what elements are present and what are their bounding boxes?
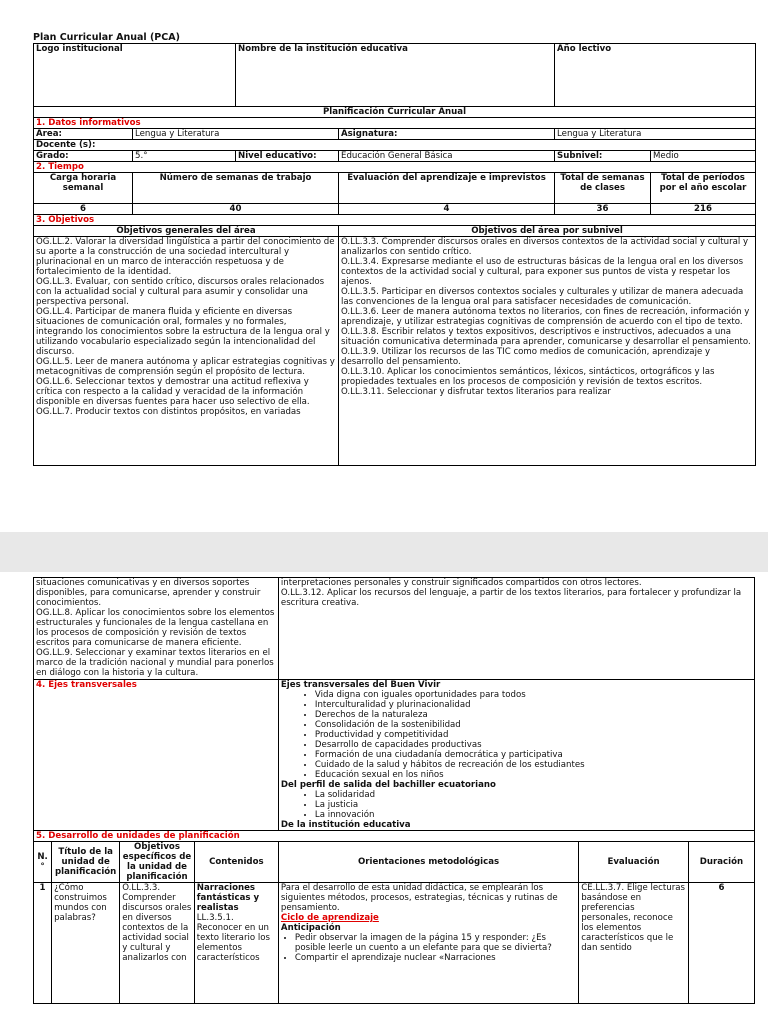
pca-table-continued: [33, 577, 755, 1004]
list-item: • Derechos de la naturaleza: [315, 710, 752, 720]
header-n: N. °: [34, 842, 52, 883]
objetivos-area-text-continued: situaciones comunicativas y en diversos soportes disponibles, para comunicarse, aprender y construir conocimientos. OG.LL.8. Aplicar los conocimientos sobre los elementos estructurales y funcionales de la lengua castellana en los procesos de composición y revisión de textos escritos para comunicarse de manera eficiente. OG.LL.9. Seleccionar y examinar textos literarios en el marco de la tradición nacional y mundial para ponerlos en diálogo con la historia y la cultura.: [34, 578, 279, 680]
asignatura-label: Asignatura:: [339, 129, 555, 140]
section-datos: 1. Datos informativos: [34, 118, 756, 129]
grado-row: [34, 151, 756, 162]
tiempo-header-row: [34, 173, 756, 204]
row1-orientaciones: [278, 883, 578, 1004]
list-item: • Compartir el aprendizaje nuclear «Narraciones: [295, 953, 576, 963]
section-objetivos: 3. Objetivos: [34, 215, 756, 226]
header-row: [34, 44, 756, 107]
list-item: • Consolidación de la sostenibilidad: [315, 720, 752, 730]
tiempo-h1: Carga horaria semanal: [34, 173, 133, 204]
document-title: Plan Curricular Anual (PCA): [33, 32, 180, 43]
subnivel-value: Medio: [651, 151, 756, 162]
pca-table: [33, 43, 756, 466]
document-page-2: [0, 572, 768, 1024]
perfil-title: Del perfil de salida del bachiller ecuatoriano: [280, 780, 496, 790]
row1-objetivos: O.LL.3.3. Comprender discursos orales en diversos contextos de la actividad social y cultural y analizarlos con: [120, 883, 195, 1004]
header-evaluacion: Evaluación: [579, 842, 689, 883]
objetivos-subnivel-text-continued: interpretaciones personales y construir significados compartidos con otros lectores. O.LL.3.12. Aplicar los recursos del lenguaje, a partir de los textos literarios, para fortalecer y profundizar la escritura creativa.: [278, 578, 754, 680]
area-label: Área:: [34, 129, 133, 140]
list-item: • Vida digna con iguales oportunidades para todos: [315, 690, 752, 700]
docente-label: Docente (s):: [34, 140, 756, 151]
tiempo-values-row: [34, 204, 756, 215]
list-item: • La innovación: [315, 810, 752, 820]
year-cell: Año lectivo: [555, 44, 756, 107]
asignatura-value: Lengua y Literatura: [555, 129, 756, 140]
section-ejes: 4. Ejes transversales: [34, 680, 279, 831]
list-item: • Pedir observar la imagen de la página 15 y responder: ¿Es posible leerle un cuento a un elefante para que se divierta?: [295, 933, 576, 953]
tiempo-v5: 216: [651, 204, 756, 215]
section-tiempo: 2. Tiempo: [34, 162, 756, 173]
row1-contenidos: [194, 883, 278, 1004]
objetivos-continued-row: [34, 578, 755, 680]
objetivos-subnivel-header: Objetivos del área por subnivel: [339, 226, 756, 237]
institution-cell: Nombre de la institución educativa: [236, 44, 555, 107]
subnivel-label: Subnivel:: [555, 151, 651, 162]
nivel-value: Educación General Básica: [339, 151, 555, 162]
header-duracion: Duración: [688, 842, 754, 883]
tiempo-v3: 4: [339, 204, 555, 215]
header-orientaciones: Orientaciones metodológicas: [278, 842, 578, 883]
row1-duracion: 6: [688, 883, 754, 1004]
perfil-list: [281, 790, 752, 820]
header-objetivos: Objetivos específicos de la unidad de planificación: [120, 842, 195, 883]
tiempo-h4: Total de semanas de clases: [555, 173, 651, 204]
row1-evaluacion: CE.LL.3.7. Elige lecturas basándose en preferencias personales, reconoce los elementos característicos que le dan sentido: [579, 883, 689, 1004]
area-value: Lengua y Literatura: [133, 129, 339, 140]
list-item: • La solidaridad: [315, 790, 752, 800]
tiempo-h5: Total de períodos por el año escolar: [651, 173, 756, 204]
row1-contenidos-title: Narraciones fantásticas y realistas: [196, 883, 260, 913]
list-item: • Formación de una ciudadanía democrática y participativa: [315, 750, 752, 760]
anticipacion-title: Anticipación: [280, 923, 341, 933]
objetivos-subnivel-text: O.LL.3.3. Comprender discursos orales en diversos contextos de la actividad social y cultural y analizarlos con sentido crítico. O.LL.3.4. Expresarse mediante el uso de estructuras básicas de la lengua oral en los diversos contextos de la actividad social y cultural, para exponer sus puntos de vista y respetar los ajenos. O.LL.3.5. Participar en diversos contextos sociales y culturales y utilizar de manera adecuada las convenciones de la lengua oral para satisfacer necesidades de comunicación. O.LL.3.6. Leer de manera autónoma textos no literarios, con fines de recreación, información y aprendizaje, y utilizar estrategias cognitivas de comprensión de acuerdo con el tipo de texto. O.LL.3.8. Escribir relatos y textos expositivos, descriptivos e instructivos, adecuados a una situación comunicativa determinada para aprender, comunicarse y desarrollar el pensamiento. O.LL.3.9. Utilizar los recursos de las TIC como medios de comunicación, aprendizaje y desarrollo del pensamiento. O.LL.3.10. Aplicar los conocimientos semánticos, léxicos, sintácticos, ortográficos y las propiedades textuales en los procesos de composición y revisión de textos escritos. O.LL.3.11. Seleccionar y disfrutar textos literarios para realizar: [339, 237, 756, 466]
objetivos-row: [34, 237, 756, 466]
tiempo-v2: 40: [133, 204, 339, 215]
buen-vivir-list: [281, 690, 752, 780]
row1-titulo: ¿Cómo construimos mundos con palabras?: [52, 883, 120, 1004]
objetivos-area-text: OG.LL.2. Valorar la diversidad lingüística a partir del conocimiento de su aporte a la construcción de una sociedad intercultural y plurinacional en un marco de interacción respetuosa y de fortalecimiento de la identidad. OG.LL.3. Evaluar, con sentido crítico, discursos orales relacionados con la actualidad social y cultural para asumir y consolidar una perspectiva personal. OG.LL.4. Participar de manera fluida y eficiente en diversas situaciones de comunicación oral, formales y no formales, integrando los conocimientos sobre la estructura de la lengua oral y utilizando vocabulario especializado según la intencionalidad del discurso. OG.LL.5. Leer de manera autónoma y aplicar estrategias cognitivas y metacognitivas de comprensión según el propósito de lectura. OG.LL.6. Seleccionar textos y demostrar una actitud reflexiva y crítica con respecto a la calidad y veracidad de la información disponible en diversas fuentes para hacer uso selectivo de ella. OG.LL.7. Producir textos con distintos propósitos, en variadas: [34, 237, 339, 466]
header-contenidos: Contenidos: [194, 842, 278, 883]
list-item: • Educación sexual en los niños: [315, 770, 752, 780]
ciclo-link: Ciclo de aprendizaje: [280, 913, 379, 923]
orient-list: [281, 933, 576, 963]
objetivos-area-header: Objetivos generales del área: [34, 226, 339, 237]
row1-contenidos-text: LL.3.5.1. Reconocer en un texto literario los elementos característicos: [196, 913, 270, 963]
area-row: [34, 129, 756, 140]
ejes-content: [278, 680, 754, 831]
table-row: [34, 883, 755, 1004]
unidades-header-row: [34, 842, 755, 883]
list-item: • Interculturalidad y plurinacionalidad: [315, 700, 752, 710]
objetivos-header-row: [34, 226, 756, 237]
nivel-label: Nivel educativo:: [236, 151, 339, 162]
list-item: • Productividad y competitividad: [315, 730, 752, 740]
grado-label: Grado:: [34, 151, 133, 162]
planning-title: Planificación Curricular Anual: [34, 107, 756, 118]
row1-n: 1: [34, 883, 52, 1004]
list-item: • Desarrollo de capacidades productivas: [315, 740, 752, 750]
tiempo-h2: Número de semanas de trabajo: [133, 173, 339, 204]
tiempo-v1: 6: [34, 204, 133, 215]
logo-cell: Logo institucional: [34, 44, 236, 107]
tiempo-h3: Evaluación del aprendizaje e imprevistos: [339, 173, 555, 204]
tiempo-v4: 36: [555, 204, 651, 215]
buen-vivir-title: Ejes transversales del Buen Vivir: [280, 680, 441, 690]
grado-value: 5.°: [133, 151, 236, 162]
list-item: • La justicia: [315, 800, 752, 810]
header-titulo: Título de la unidad de planificación: [52, 842, 120, 883]
list-item: • Cuidado de la salud y hábitos de recreación de los estudiantes: [315, 760, 752, 770]
institucion-title: De la institución educativa: [280, 820, 411, 830]
section-unidades: 5. Desarrollo de unidades de planificación: [34, 831, 755, 842]
ejes-row: [34, 680, 755, 831]
row1-orient-intro: Para el desarrollo de esta unidad didáctica, se emplearán los siguientes métodos, procesos, estrategias, técnicas y rutinas de pensamiento.: [280, 883, 558, 913]
